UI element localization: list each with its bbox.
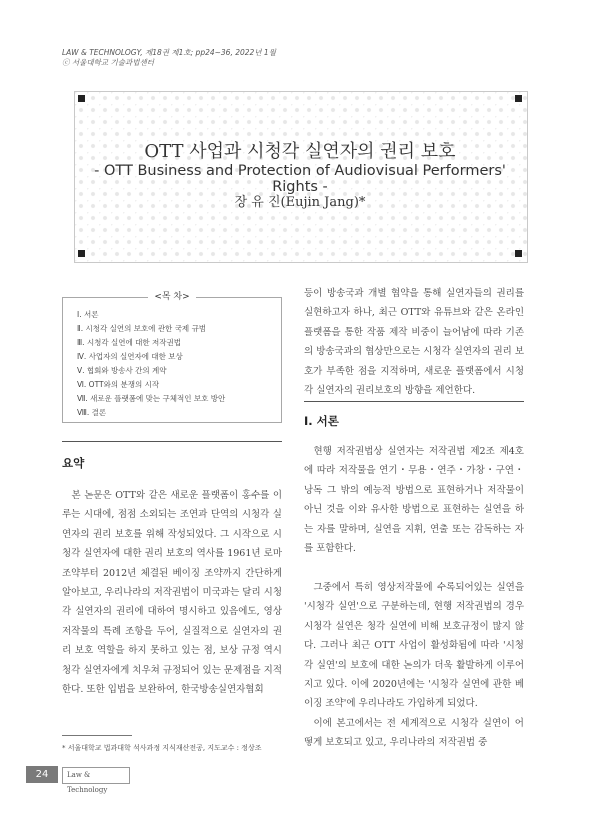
- intro-paragraph-1: 현행 저작권법상 실연자는 저작권법 제2조 제4호에 따라 저작물을 연기・무용・연주・가창・구연・낭독 그 밖의 예능적 방법으로 표현하거나 저작물이 아닌 것을 이와 유사한 방법으로 표현하는 실연을 하는 자를 말하며, 실연을 지휘, 연출 또는 감독하는 자를 포함한다.: [304, 446, 524, 555]
- toc-item: Ⅲ. 시청각 실연에 대한 저작권법: [77, 338, 182, 347]
- toc-item: Ⅱ. 시청각 실연의 보호에 관한 국제 규범: [77, 324, 207, 333]
- corner-mark: [515, 95, 522, 102]
- title-english: - OTT Business and Protection of Audiovisual Performers' Rights -: [94, 163, 506, 195]
- abstract-rule: [62, 441, 282, 442]
- author: 장 유 진(Eujin Jang)*: [234, 195, 366, 210]
- toc-item: Ⅵ. OTT와의 분쟁의 시작: [77, 380, 160, 389]
- title-korean: OTT 사업과 시청각 실연자의 권리 보호: [144, 141, 456, 162]
- toc-item: Ⅶ. 새로운 플랫폼에 맞는 구체적인 보호 방안: [77, 394, 226, 403]
- publisher-line: ⓒ 서울대학교 기술과법센터: [62, 58, 154, 67]
- section-rule: [304, 401, 524, 402]
- journal-citation: LAW & TECHNOLOGY, 제18권 제1호; pp24~36, 2022년 1월: [62, 48, 276, 57]
- running-head: Law & Technology: [62, 767, 130, 784]
- abstract-continuation: 등이 방송국과 개별 협약을 통해 실연자들의 권리를 실현하고자 하나, 최근 OTT와 유튜브와 같은 온라인 플랫폼을 통한 작품 제작 비중이 늘어남에 따라 기존의 방송국과의 협상만으로는 시청각 실연자의 권리 보호가 부족한 점을 지적하며, 새로운 플랫폼에서 시청각 실연자의 권리보호의 방향을 제언한다.: [304, 288, 525, 397]
- toc-item: Ⅷ. 결론: [77, 408, 107, 417]
- toc-item: Ⅴ. 협회와 방송사 간의 계약: [77, 366, 167, 375]
- page-number: 24: [26, 766, 58, 783]
- abstract-heading: 요약: [62, 456, 85, 470]
- corner-mark: [78, 95, 85, 102]
- intro-paragraph-2: 그중에서 특히 영상저작물에 수록되어있는 실연을 '시청각 실연'으로 구분하는데, 현행 저작권법의 경우 시청각 실연은 청각 실연에 비해 보호규정이 많지 않다. 그러나 최근 OTT 사업이 활성화됨에 따라 '시청각 실연'의 보호에 대한 논의가 더욱 활발하게 이루어지고 있다. 이에 2020년에는 '시청각 실연에 관한 베이징 조약'에 우리나라도 가입하게 되었다.: [304, 582, 524, 710]
- abstract-text: 본 논문은 OTT와 같은 새로운 플랫폼이 홍수를 이루는 시대에, 점점 소외되는 조연과 단역의 시청각 실연자의 권리 보호를 위해 작성되었다. 그 시작으로 시청각 실연자에 대한 권리 보호의 역사를 1961년 로마조약부터 2012년 체결된 베이징 조약까지 간단하게 알아보고, 우리나라의 저작권법이 미국과는 달리 시청각 실연자의 권리에 대하여 명시하고 있음에도, 영상저작물의 특례 조항을 두어, 실질적으로 실연자의 권리 보호 역할을 하지 못하고 있는 점, 보상 규정 역시 청각 실연자에게 치우쳐 규정되어 있는 문제점을 지적한다. 또한 입법을 보완하여, 한국방송실연자협회: [62, 490, 283, 696]
- toc-item: Ⅳ. 사업자의 실연자에 대한 보상: [77, 352, 183, 361]
- toc-heading: <목 차>: [62, 289, 282, 302]
- corner-mark: [515, 250, 522, 257]
- intro-paragraph-3: 이에 본고에서는 전 세계적으로 시청각 실연이 어떻게 보호되고 있고, 우리나라의 저작권법 중: [304, 718, 524, 749]
- corner-mark: [78, 250, 85, 257]
- author-footnote: * 서울대학교 법과대학 석사과정 지식재산전공, 지도교수 : 정상조: [62, 744, 262, 752]
- footnote-rule: [62, 735, 132, 736]
- toc-item: Ⅰ. 서론: [77, 310, 99, 319]
- section-heading-intro: Ⅰ. 서론: [304, 414, 339, 428]
